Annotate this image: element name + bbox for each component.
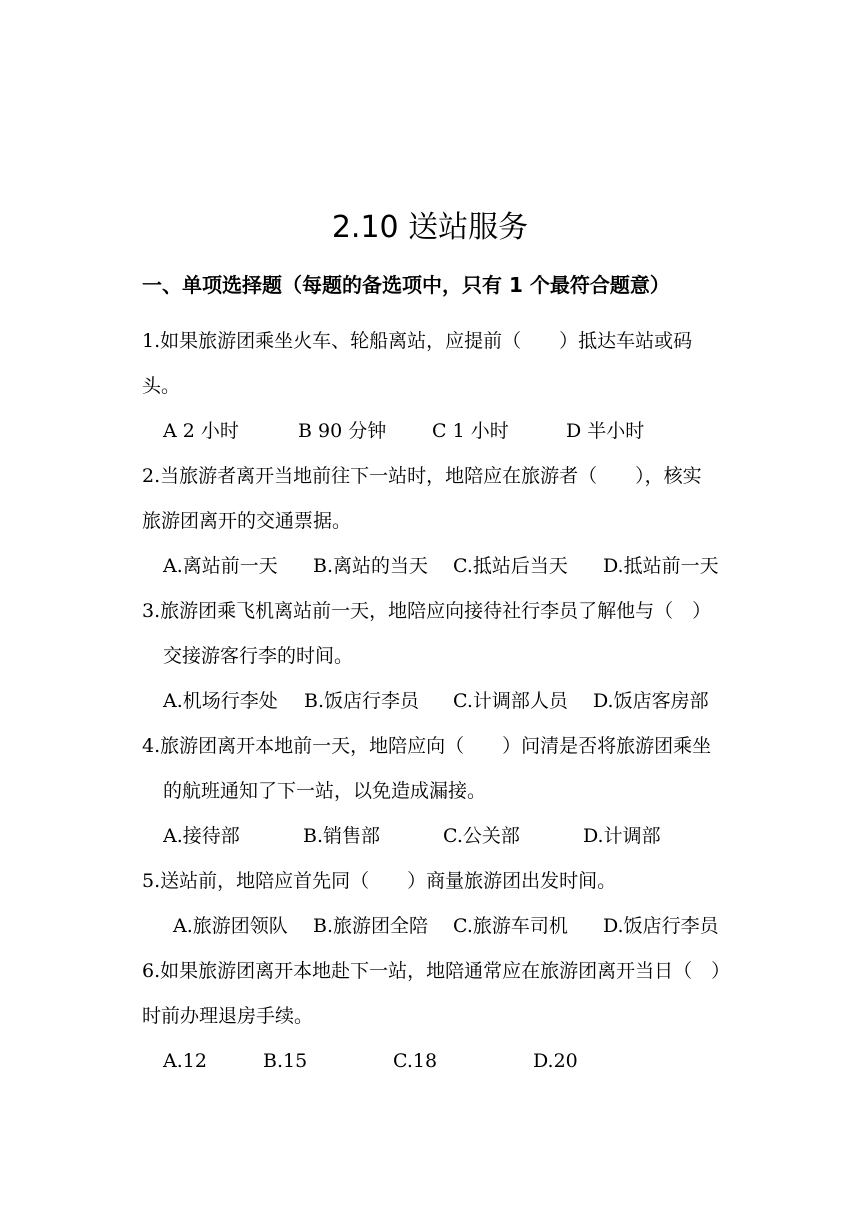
option-d: D.抵站前一天 xyxy=(603,555,719,577)
question-6-line-2: 时前办理退房手续。 xyxy=(142,1005,314,1027)
question-3-line-2: 交接游客行李的时间。 xyxy=(163,645,354,667)
option-b: B.销售部 xyxy=(303,825,381,847)
question-1-line-1: 1.如果旅游团乘坐火车、轮船离站，应提前（ ）抵达车站或码 xyxy=(142,330,693,352)
section-heading: 一、单项选择题（每题的备选项中，只有 1 个最符合题意） xyxy=(142,273,670,297)
option-b: B.离站的当天 xyxy=(313,555,429,577)
option-c: C.计调部人员 xyxy=(453,690,568,712)
option-a: A.机场行李处 xyxy=(163,690,278,712)
question-3-line-1: 3.旅游团乘飞机离站前一天，地陪应向接待社行李员了解他与（ ） xyxy=(142,600,712,622)
option-b: B.饭店行李员 xyxy=(304,690,420,712)
option-c: C 1 小时 xyxy=(432,420,509,442)
option-a: A 2 小时 xyxy=(163,420,239,442)
question-5-line-1: 5.送站前，地陪应首先同（ ）商量旅游团出发时间。 xyxy=(142,870,617,892)
option-d: D 半小时 xyxy=(566,420,645,442)
question-6-line-1: 6.如果旅游团离开本地赴下一站，地陪通常应在旅游团离开当日（ ） xyxy=(142,960,731,982)
option-d: D.饭店行李员 xyxy=(603,915,719,937)
option-a: A.12 xyxy=(163,1050,207,1072)
option-c: C.旅游车司机 xyxy=(453,915,568,937)
option-c: C.18 xyxy=(393,1050,438,1072)
option-c: C.公关部 xyxy=(443,825,520,847)
question-4-line-2: 的航班通知了下一站，以免造成漏接。 xyxy=(163,780,487,802)
question-2-line-2: 旅游团离开的交通票据。 xyxy=(142,510,352,532)
option-d: D.20 xyxy=(533,1050,578,1072)
option-b: B 90 分钟 xyxy=(298,420,387,442)
option-c: C.抵站后当天 xyxy=(453,555,568,577)
page-title: 2.10 送站服务 xyxy=(331,210,529,245)
question-1-line-2: 头。 xyxy=(142,375,181,397)
option-a: A.接待部 xyxy=(163,825,240,847)
option-a: A.离站前一天 xyxy=(163,555,278,577)
option-a: A.旅游团领队 xyxy=(173,915,288,937)
option-b: B.旅游团全陪 xyxy=(313,915,429,937)
option-b: B.15 xyxy=(263,1050,308,1072)
option-d: D.计调部 xyxy=(583,825,661,847)
question-2-line-1: 2.当旅游者离开当地前往下一站时，地陪应在旅游者（ ），核实 xyxy=(142,465,702,487)
option-d: D.饭店客房部 xyxy=(593,690,709,712)
question-4-line-1: 4.旅游团离开本地前一天，地陪应向（ ）问清是否将旅游团乘坐 xyxy=(142,735,712,757)
